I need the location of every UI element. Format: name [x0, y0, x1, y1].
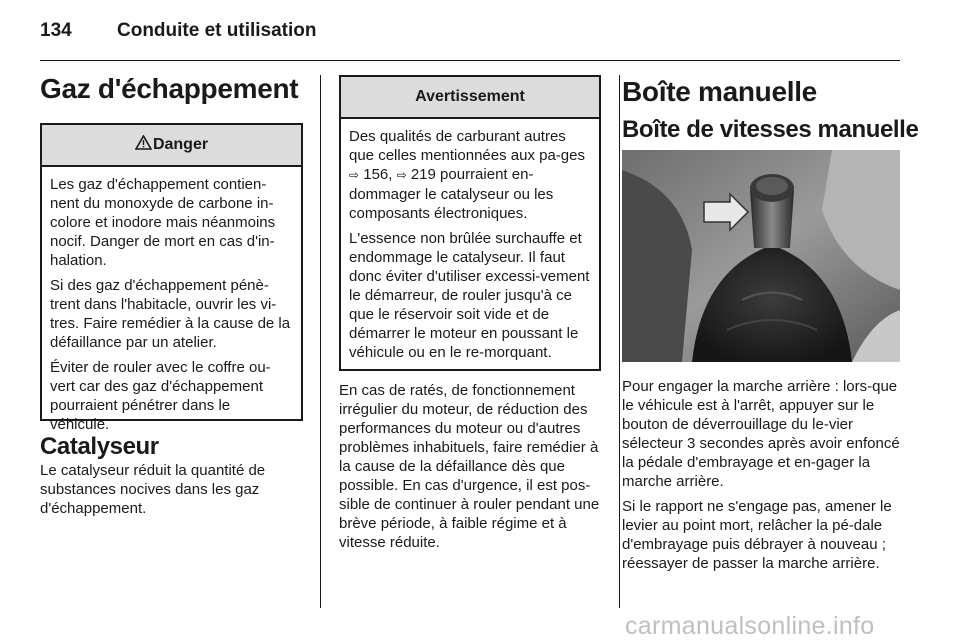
danger-paragraph: Si des gaz d'échappement pénè-trent dans l'habitacle, ouvrir les vi-tres. Faire remédier à la cause de la défaillance par un atelier.	[50, 277, 291, 351]
page-reference-arrow-icon: ⇨	[349, 168, 360, 182]
danger-paragraph: Éviter de rouler avec le coffre ou-vert car des gaz d'échappement pourraient pénétrer dans le véhicule.	[50, 359, 271, 433]
page-number: 134	[40, 20, 72, 41]
warning-box-header	[341, 77, 599, 119]
page-reference-arrow-icon: ⇨	[396, 168, 407, 182]
danger-box	[40, 123, 303, 433]
danger-box-title: Danger	[152, 136, 209, 153]
column-divider-1	[320, 75, 321, 608]
warning-box	[339, 75, 601, 371]
warning-paragraph: L'essence non brûlée surchauffe et endommage le catalyseur. Il faut donc éviter d'utiliser excessi-vement le démarreur, de rouler jusqu'à ce que le réservoir soit vide et de démarrer le moteur en poussant le véhicule ou en le re-morquant.	[349, 230, 590, 361]
reverse-gear-paragraph: Pour engager la marche arrière : lors-que le véhicule est à l'arrêt, appuyer sur le bouton de déverrouillage du le-vier sélecteur 3 secondes après avoir enfoncé la pédale d'embrayage et en-gager la marche arrière.	[622, 378, 900, 490]
catalyst-heading: Catalyseur	[40, 433, 159, 460]
danger-box-header	[42, 125, 301, 167]
header-divider	[40, 60, 900, 61]
danger-paragraph: Les gaz d'échappement contien-nent du monoxyde de carbone in-colore et inodore mais néanmoins nocif. Danger de mort en cas d'in-halation.	[50, 176, 276, 269]
watermark: carmanualsonline.info	[625, 612, 875, 640]
column-divider-2	[619, 75, 620, 608]
danger-box-body	[42, 167, 301, 446]
page-ref-link[interactable]: 156	[363, 166, 389, 183]
exhaust-gas-heading: Gaz d'échappement	[40, 73, 299, 104]
warning-text-part: Des qualités de carburant autres que celles mentionnées aux pa-ges	[349, 128, 585, 164]
page-title: Conduite et utilisation	[117, 20, 317, 41]
warning-paragraph	[349, 127, 591, 223]
manual-gearbox-subheading: Boîte de vitesses manuelle	[622, 116, 919, 143]
warning-box-title: Avertissement	[415, 88, 525, 105]
reverse-gear-retry-paragraph: Si le rapport ne s'engage pas, amener le levier au point mort, relâcher la pé-dale d'embrayage puis débrayer à nouveau ; réessayer de passer la marche arrière.	[622, 498, 892, 572]
page-ref-link[interactable]: 219	[410, 166, 436, 183]
warning-triangle-icon	[135, 135, 152, 155]
manual-gearbox-text	[622, 377, 902, 579]
manual-gearbox-heading: Boîte manuelle	[622, 76, 817, 107]
warning-box-body	[341, 119, 599, 374]
gear-lever-photo	[622, 150, 900, 362]
warning-text-part: ,	[388, 166, 397, 183]
misfire-text: En cas de ratés, de fonctionnement irrégulier du moteur, de réduction des performances du moteur ou d'autres problèmes inhabituels, faire remédier à la cause de la défaillance dès que possible. En cas d'urgence, il est pos-sible de continuer à rouler pendant une brève période, à faible régime et à vitesse réduite.	[339, 382, 600, 551]
warning-text-part: pourraient en-dommager le catalyseur ou les composants électroniques.	[349, 166, 554, 222]
catalyst-text: Le catalyseur réduit la quantité de substances nocives dans les gaz d'échappement.	[40, 462, 266, 517]
